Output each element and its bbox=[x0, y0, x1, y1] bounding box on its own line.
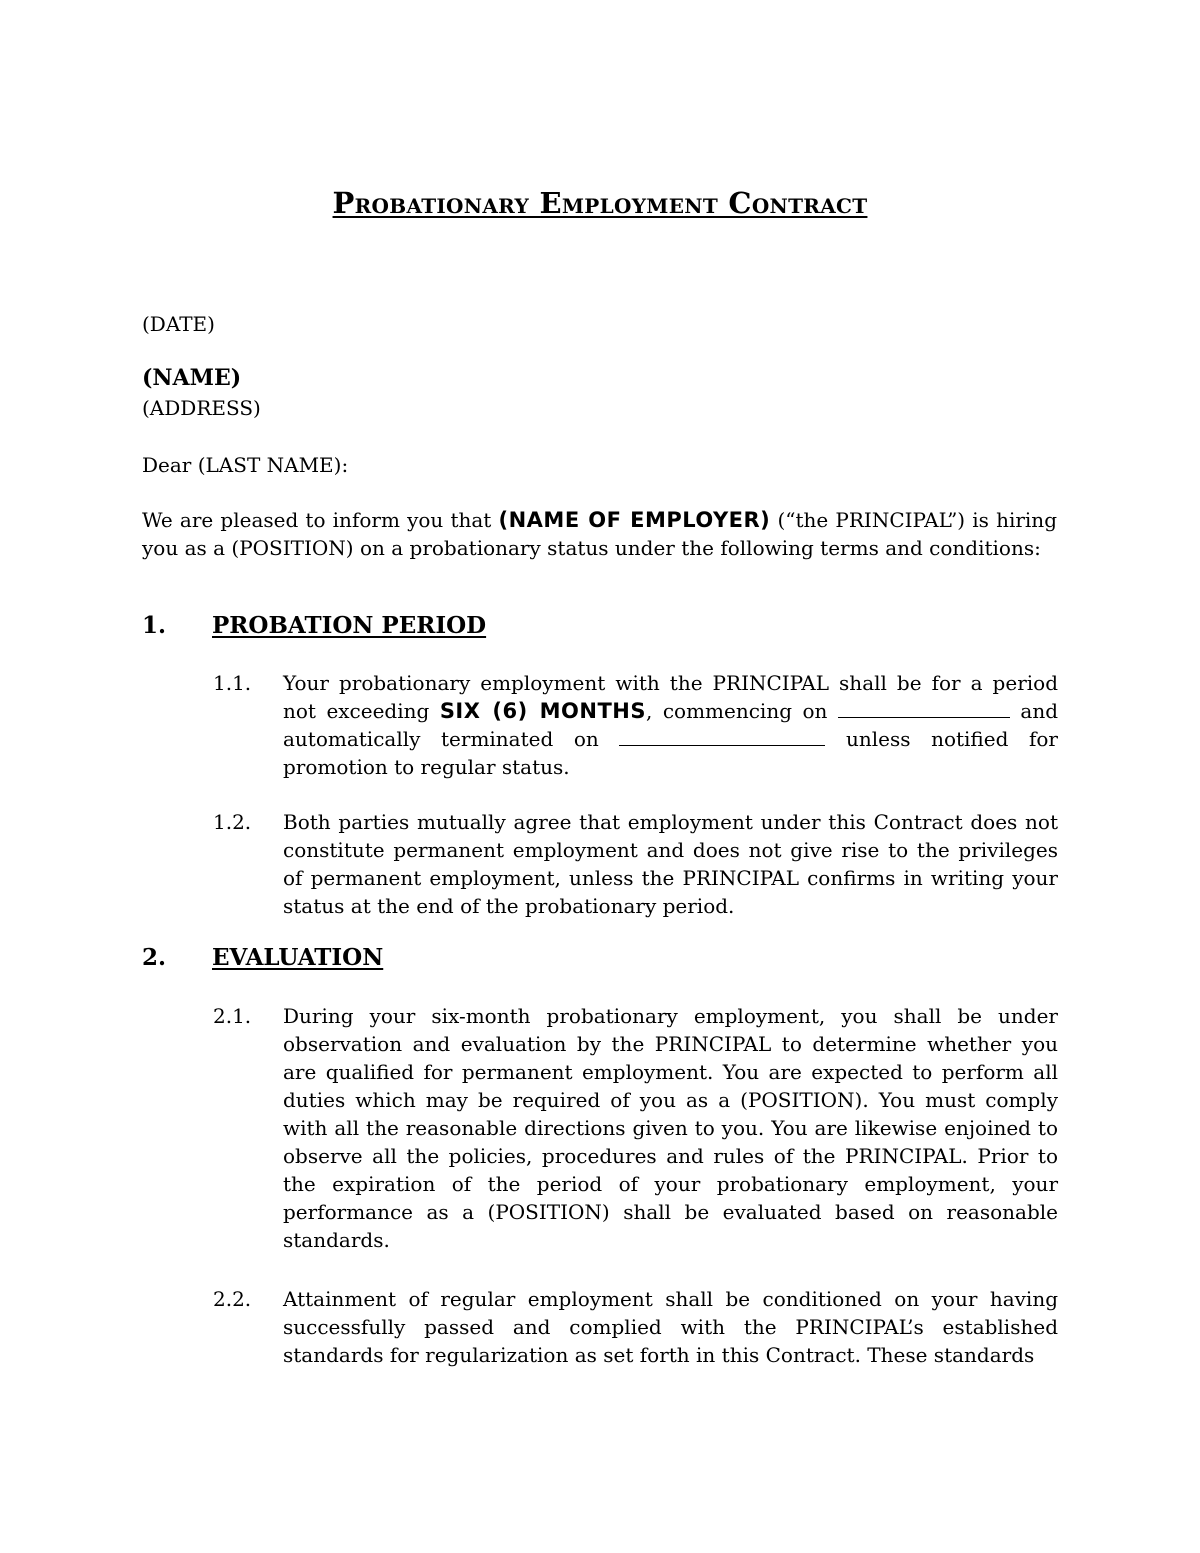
commencement-date-blank[interactable] bbox=[838, 699, 1010, 718]
clause-text: Attainment of regular employment shall be conditioned on your having successfully passed and complied with the PRINCIPAL’s established standards for regularization as set forth in this Contract. These standards bbox=[283, 1287, 1058, 1367]
salutation: Dear (LAST NAME): bbox=[142, 453, 349, 477]
clause-text: During your six-month probationary employment, you shall be under observation and evaluation by the PRINCIPAL to determine whether you are qualified for permanent employment. You are expected to perform all duties which may be required of you as a (POSITION). You must comply with all the reasonable directions given to you. You are likewise enjoined to observe all the policies, procedures and rules of the PRINCIPAL. Prior to the expiration of the period of your probationary employment, your performance as a (POSITION) shall be evaluated based on reasonable standards. bbox=[283, 1004, 1058, 1252]
intro-paragraph bbox=[142, 506, 1057, 562]
clause-text-part: unless notified for promotion to regular status. bbox=[283, 727, 1058, 779]
probation-duration: SIX (6) MONTHS bbox=[439, 699, 646, 723]
section-heading-2 bbox=[142, 943, 383, 973]
clause-number: 1.2. bbox=[213, 810, 252, 834]
recipient-address: (ADDRESS) bbox=[142, 396, 261, 420]
clause-text-part: , commencing on bbox=[645, 699, 838, 723]
intro-text-end: (“the PRINCIPAL”) is hiring you as a (POSITION) on a probationary status under the following terms and conditions: bbox=[142, 508, 1057, 560]
clause-1-2 bbox=[213, 808, 1058, 920]
date-placeholder: (DATE) bbox=[142, 312, 215, 336]
intro-text-start: We are pleased to inform you that bbox=[142, 508, 499, 532]
section-number: 2. bbox=[142, 944, 167, 971]
clause-number: 2.1. bbox=[213, 1004, 252, 1028]
clause-number: 2.2. bbox=[213, 1287, 252, 1311]
clause-1-1 bbox=[213, 669, 1058, 781]
section-title: EVALUATION bbox=[212, 944, 384, 971]
section-number: 1. bbox=[142, 612, 167, 639]
clause-text bbox=[283, 669, 1058, 781]
recipient-name: (NAME) bbox=[142, 365, 242, 391]
clause-text-part: Your probationary employment with the PRINCIPAL shall be for a period not exceeding bbox=[283, 671, 1058, 723]
clause-2-1 bbox=[213, 1002, 1058, 1254]
employer-name: (NAME OF EMPLOYER) bbox=[498, 508, 771, 532]
section-title: PROBATION PERIOD bbox=[212, 612, 487, 639]
clause-text: Both parties mutually agree that employment under this Contract does not constitute permanent employment and does not give rise to the privileges of permanent employment, unless the PRINCIPAL confirms in writing your status at the end of the probationary period. bbox=[283, 810, 1058, 918]
section-heading-1 bbox=[142, 611, 486, 641]
clause-text-part: and automatically terminated on bbox=[283, 699, 1058, 751]
clause-number: 1.1. bbox=[213, 671, 252, 695]
document-title: Probationary Employment Contract bbox=[332, 186, 868, 220]
clause-2-2 bbox=[213, 1285, 1058, 1369]
termination-date-blank[interactable] bbox=[619, 727, 825, 746]
